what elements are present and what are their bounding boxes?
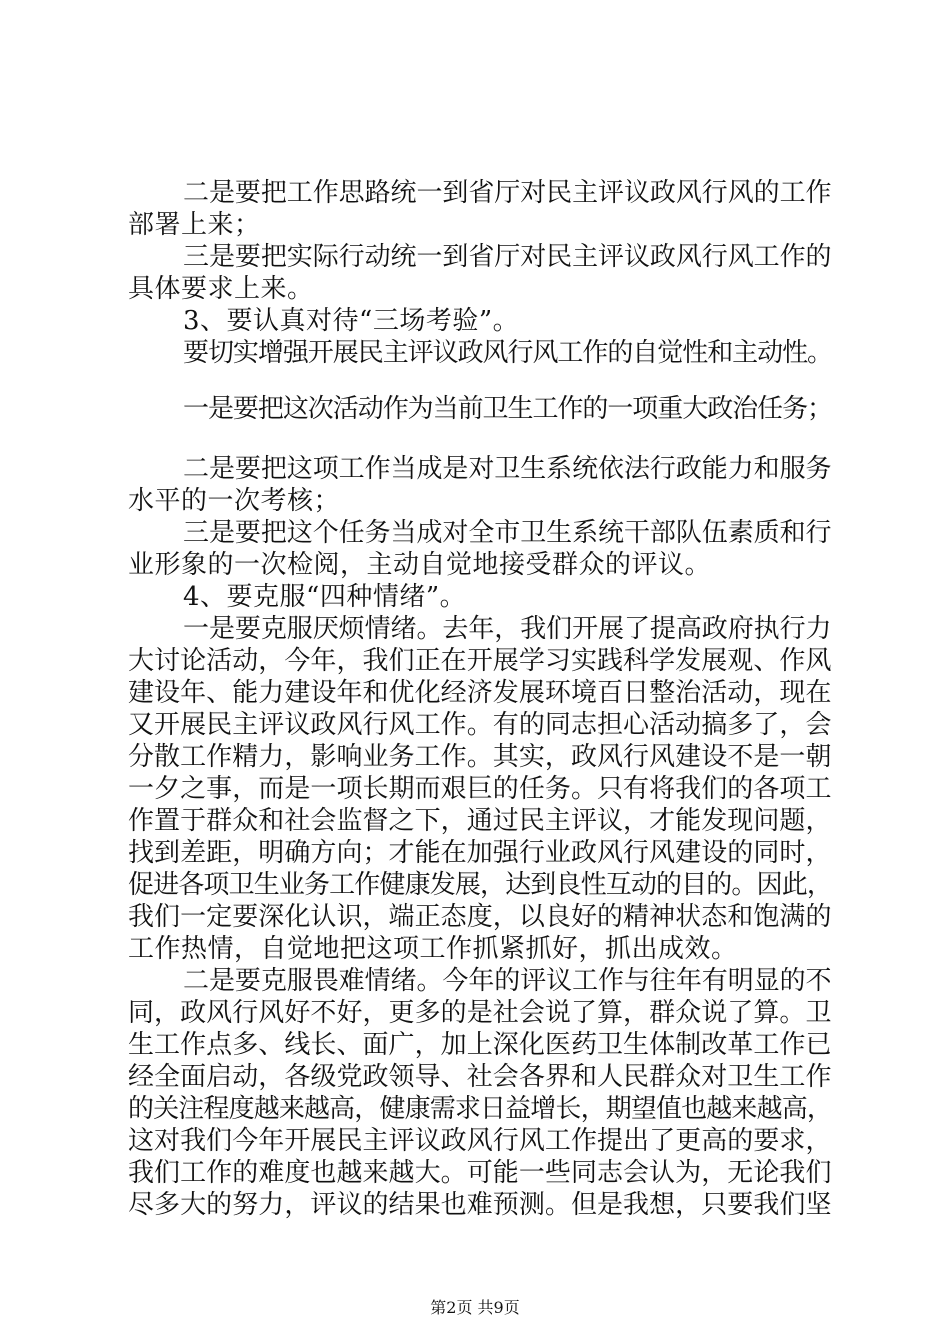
- paragraph-line: 具体要求上来。: [128, 274, 314, 304]
- paragraph-line: 我们工作的难度也越来越大。可能一些同志会认为，无论我们: [128, 1158, 832, 1188]
- paragraph-line: 建设年、能力建设年和优化经济发展环境百日整治活动，现在: [128, 678, 832, 708]
- paragraph-line: 二是要把工作思路统一到省厅对民主评议政风行风的工作: [183, 178, 832, 208]
- page-number-footer: 第2页 共9页: [430, 1298, 520, 1317]
- paragraph-line: 经全面启动，各级党政领导、社会各界和人民群众对卫生工作: [128, 1062, 832, 1092]
- paragraph-line: 作置于群众和社会监督之下，通过民主评议，才能发现问题，: [128, 806, 832, 836]
- paragraph-line: 二是要克服畏难情绪。今年的评议工作与往年有明显的不: [183, 966, 832, 996]
- paragraph-line: 促进各项卫生业务工作健康发展，达到良性互动的目的。因此，: [128, 870, 833, 900]
- paragraph-line: 要切实增强开展民主评议政风行风工作的自觉性和主动性。: [183, 338, 833, 368]
- paragraph-line: 部署上来；: [128, 210, 261, 240]
- paragraph-line: 水平的一次考核；: [128, 486, 341, 516]
- paragraph-line: 业形象的一次检阅，主动自觉地接受群众的评议。: [128, 550, 712, 580]
- paragraph-line: 又开展民主评议政风行风工作。有的同志担心活动搞多了，会: [128, 710, 832, 740]
- paragraph-line: 三是要把这个任务当成对全市卫生系统干部队伍素质和行: [183, 518, 832, 548]
- paragraph-line: 大讨论活动，今年，我们正在开展学习实践科学发展观、作风: [128, 646, 832, 676]
- section-heading: 4、要克服“四种情绪”。: [183, 582, 467, 612]
- paragraph-line: 二是要把这项工作当成是对卫生系统依法行政能力和服务: [183, 454, 832, 484]
- paragraph-line: 一是要克服厌烦情绪。去年，我们开展了提高政府执行力: [183, 614, 832, 644]
- paragraph-line: 一是要把这次活动作为当前卫生工作的一项重大政治任务；: [183, 394, 833, 424]
- paragraph-line: 一夕之事，而是一项长期而艰巨的任务。只有将我们的各项工: [128, 774, 832, 804]
- paragraph-line: 我们一定要深化认识，端正态度，以良好的精神状态和饱满的: [128, 902, 832, 932]
- paragraph-line: 尽多大的努力，评议的结果也难预测。但是我想，只要我们坚: [128, 1190, 832, 1220]
- section-heading: 3、要认真对待“三场考验”。: [183, 306, 520, 336]
- paragraph-line: 的关注程度越来越高，健康需求日益增长，期望值也越来越高，: [128, 1094, 833, 1124]
- paragraph-line: 三是要把实际行动统一到省厅对民主评议政风行风工作的: [183, 242, 832, 272]
- paragraph-line: 找到差距，明确方向；才能在加强行业政风行风建设的同时，: [128, 838, 832, 868]
- paragraph-line: 这对我们今年开展民主评议政风行风工作提出了更高的要求，: [128, 1126, 832, 1156]
- paragraph-line: 同，政风行风好不好，更多的是社会说了算，群众说了算。卫: [128, 998, 832, 1028]
- paragraph-line: 生工作点多、线长、面广，加上深化医药卫生体制改革工作已: [128, 1030, 832, 1060]
- paragraph-line: 分散工作精力，影响业务工作。其实，政风行风建设不是一朝: [128, 742, 832, 772]
- paragraph-line: 工作热情，自觉地把这项工作抓紧抓好，抓出成效。: [128, 934, 738, 964]
